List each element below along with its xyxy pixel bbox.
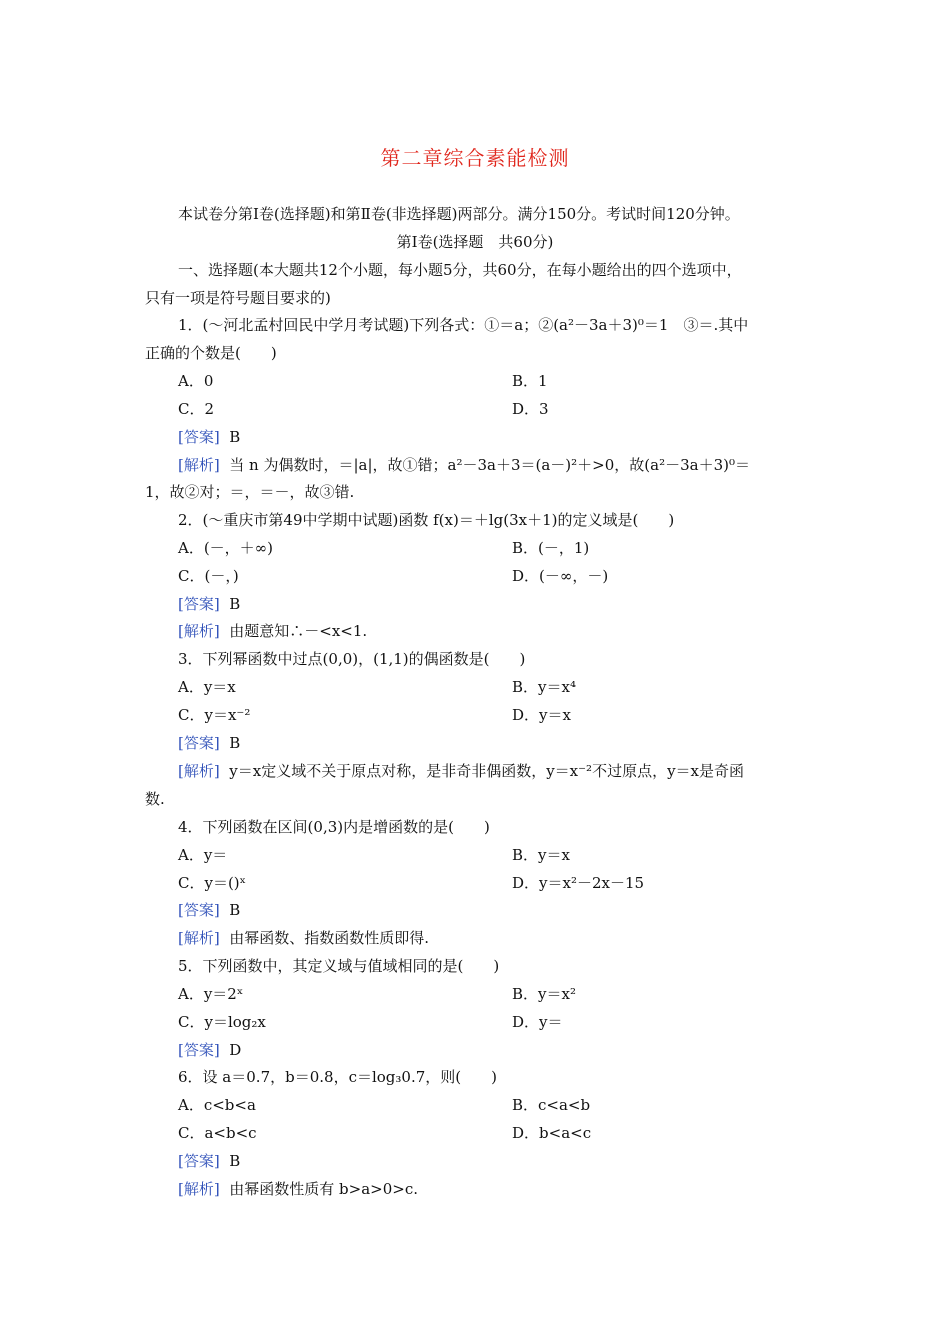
analysis-label: [解析] xyxy=(178,762,220,780)
q4-option-a: A．y＝ xyxy=(178,846,228,864)
q2-option-d: D．(－∞，－) xyxy=(512,567,609,585)
q6-analysis-text: 由幂函数性质有 b>a>0>c. xyxy=(229,1180,418,1198)
q6-option-a: A．c<b<a xyxy=(178,1096,256,1114)
answer-label: [答案] xyxy=(178,901,220,919)
q1-option-c: C．2 xyxy=(178,400,215,418)
q6-option-b: B．c<a<b xyxy=(512,1096,591,1114)
q6-answer xyxy=(178,1151,240,1171)
q1-analysis-line2: 1，故②对；＝，＝－，故③错. xyxy=(145,483,355,501)
q3-analysis-line2: 数. xyxy=(145,790,165,808)
q2-option-b: B．(－，1) xyxy=(512,539,590,557)
q3-stem: 3．下列幂函数中过点(0,0)，(1,1)的偶函数是( ) xyxy=(178,650,526,668)
page-title: 第二章综合素能检测 xyxy=(380,146,570,170)
q4-answer-value: B xyxy=(229,901,241,919)
q6-analysis xyxy=(178,1179,418,1199)
q3-option-a: A．y＝x xyxy=(178,678,236,696)
q3-option-b: B．y＝x⁴ xyxy=(512,678,576,696)
q2-answer xyxy=(178,594,240,614)
q1-option-d: D．3 xyxy=(512,400,549,418)
q4-answer xyxy=(178,900,240,920)
exam-intro: 本试卷分第Ⅰ卷(选择题)和第Ⅱ卷(非选择题)两部分。满分150分。考试时间120分钟。 xyxy=(178,205,740,223)
q2-answer-value: B xyxy=(229,595,241,613)
q5-option-c: C．y＝log₂x xyxy=(178,1013,266,1031)
q2-option-a: A．(－，＋∞) xyxy=(178,539,274,557)
part1-header: 第Ⅰ卷(选择题 共60分) xyxy=(396,233,554,251)
q1-option-b: B．1 xyxy=(512,372,548,390)
q4-option-c: C．y＝()ˣ xyxy=(178,874,247,892)
q2-analysis-text: 由题意知∴－<x<1. xyxy=(229,622,368,640)
q4-stem: 4．下列函数在区间(0,3)内是增函数的是( ) xyxy=(178,818,490,836)
answer-label: [答案] xyxy=(178,734,220,752)
q6-option-c: C．a<b<c xyxy=(178,1124,257,1142)
q1-option-a: A．0 xyxy=(178,372,214,390)
answer-label: [答案] xyxy=(178,1041,220,1059)
q1-stem-line1: 1．(～河北孟村回民中学月考试题)下列各式：①＝a；②(a²－3a＋3)⁰＝1 ③＝.其中 xyxy=(178,316,749,334)
analysis-label: [解析] xyxy=(178,622,220,640)
q6-stem: 6．设 a＝0.7，b＝0.8，c＝log₃0.7，则( ) xyxy=(178,1068,497,1086)
answer-label: [答案] xyxy=(178,1152,220,1170)
q4-analysis xyxy=(178,928,429,948)
q3-answer-value: B xyxy=(229,734,241,752)
q3-answer xyxy=(178,733,240,753)
q5-option-b: B．y＝x² xyxy=(512,985,576,1003)
q4-option-d: D．y＝x²－2x－15 xyxy=(512,874,645,892)
q3-analysis-text1: y＝x定义域不关于原点对称，是非奇非偶函数，y＝x⁻²不过原点，y＝x是奇函 xyxy=(229,762,745,780)
q5-answer xyxy=(178,1040,241,1060)
q5-stem: 5．下列函数中，其定义域与值域相同的是( ) xyxy=(178,957,500,975)
q5-option-a: A．y＝2ˣ xyxy=(178,985,244,1003)
q6-answer-value: B xyxy=(229,1152,241,1170)
section-heading-line1: 一、选择题(本大题共12个小题，每小题5分，共60分，在每小题给出的四个选项中， xyxy=(178,261,742,279)
q1-analysis-line1 xyxy=(178,455,750,475)
q2-option-c: C．(－，) xyxy=(178,567,239,585)
section-heading-line2: 只有一项是符号题目要求的) xyxy=(145,289,331,307)
q1-answer xyxy=(178,427,240,447)
q5-option-d: D．y＝ xyxy=(512,1013,563,1031)
answer-label: [答案] xyxy=(178,428,220,446)
q5-answer-value: D xyxy=(229,1041,242,1059)
analysis-label: [解析] xyxy=(178,929,220,947)
analysis-label: [解析] xyxy=(178,456,220,474)
q3-option-d: D．y＝x xyxy=(512,706,571,724)
q2-stem: 2．(～重庆市第49中学期中试题)函数 f(x)＝＋lg(3x＋1)的定义域是( ) xyxy=(178,511,675,529)
q1-stem-line2: 正确的个数是( ) xyxy=(145,344,277,362)
q3-option-c: C．y＝x⁻² xyxy=(178,706,251,724)
q1-analysis-text1: 当 n 为偶数时，＝|a|，故①错；a²－3a＋3＝(a－)²＋>0，故(a²－3a＋3)⁰＝ xyxy=(229,456,750,474)
q2-analysis xyxy=(178,621,367,641)
q6-option-d: D．b<a<c xyxy=(512,1124,592,1142)
q4-option-b: B．y＝x xyxy=(512,846,570,864)
analysis-label: [解析] xyxy=(178,1180,220,1198)
q4-analysis-text: 由幂函数、指数函数性质即得. xyxy=(229,929,430,947)
q1-answer-value: B xyxy=(229,428,241,446)
q3-analysis-line1 xyxy=(178,761,744,781)
answer-label: [答案] xyxy=(178,595,220,613)
